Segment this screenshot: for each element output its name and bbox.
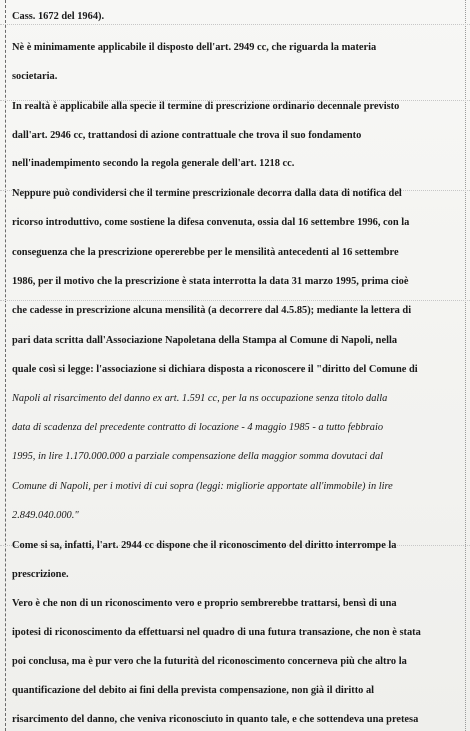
text-line: ipotesi di riconoscimento da effettuarsi nel quadro di una futura transazione, che non è stata [12,627,421,638]
text-line: Comune di Napoli, per i motivi di cui sopra (leggi: migliorie apportate all'immobile) in lire [12,481,393,492]
text-line: Come si sa, infatti, l'art. 2944 cc dispone che il riconoscimento del diritto interrompe la [12,540,397,551]
text-line: Nè è minimamente applicabile il disposto dell'art. 2949 cc, che riguarda la materia [12,42,377,53]
text-line: quantificazione del debito ai fini della prevista compensazione, non già il diritto al [12,685,375,696]
text-line: Cass. 1672 del 1964). [12,11,105,22]
text-line: data di scadenza del precedente contratto di locazione - 4 maggio 1985 - a tutto febbraio [12,422,384,433]
text-line: societaria. [12,71,58,82]
text-line: che cadesse in prescrizione alcuna mensilità (a decorrere dal 4.5.85); mediante la lettera di [12,305,412,316]
text-line: Neppure può condividersi che il termine prescrizionale decorra dalla data di notifica del [12,188,402,199]
text-line: 1986, per il motivo che la prescrizione è stata interrotta la data 31 marzo 1995, prima cioè [12,276,409,287]
divider [0,300,470,301]
text-line: nell'inadempimento secondo la regola generale dell'art. 1218 cc. [12,158,295,169]
divider [0,24,470,25]
text-line: Vero è che non di un riconoscimento vero e proprio sembrerebbe trattarsi, bensì di una [12,598,397,609]
left-margin-rule [5,0,7,731]
text-line: 1995, in lire 1.170.000.000 a parziale compensazione della maggior somma dovutaci dal [12,451,384,462]
text-line: prescrizione. [12,569,69,580]
text-line: conseguenza che la prescrizione opererebbe per le mensilità antecedenti al 16 settembre [12,247,399,258]
text-line: pari data scritta dall'Associazione Napoletana della Stampa al Comune di Napoli, nella [12,335,398,346]
text-line: Napoli al risarcimento del danno ex art. 1.591 cc, per la ns occupazione senza titolo dalla [12,393,388,404]
text-line: quale così si legge: l'associazione si dichiara disposta a riconoscere il "diritto del Comune di [12,364,418,375]
text-line: poi conclusa, ma è pur vero che la futurità del riconoscimento concerneva più che altro la [12,656,407,667]
right-margin-rule [465,0,467,731]
text-line: In realtà è applicabile alla specie il termine di prescrizione ordinario decennale previsto [12,101,400,112]
text-line: ricorso introduttivo, come sostiene la difesa convenuta, ossia dal 16 settembre 1996, con la [12,217,410,228]
text-line: 2.849.040.000." [12,510,79,521]
text-line: risarcimento del danno, che veniva riconosciuto in quanto tale, e che sottendeva una pretesa [12,714,419,725]
text-line: dall'art. 2946 cc, trattandosi di azione contrattuale che trova il suo fondamento [12,130,362,141]
